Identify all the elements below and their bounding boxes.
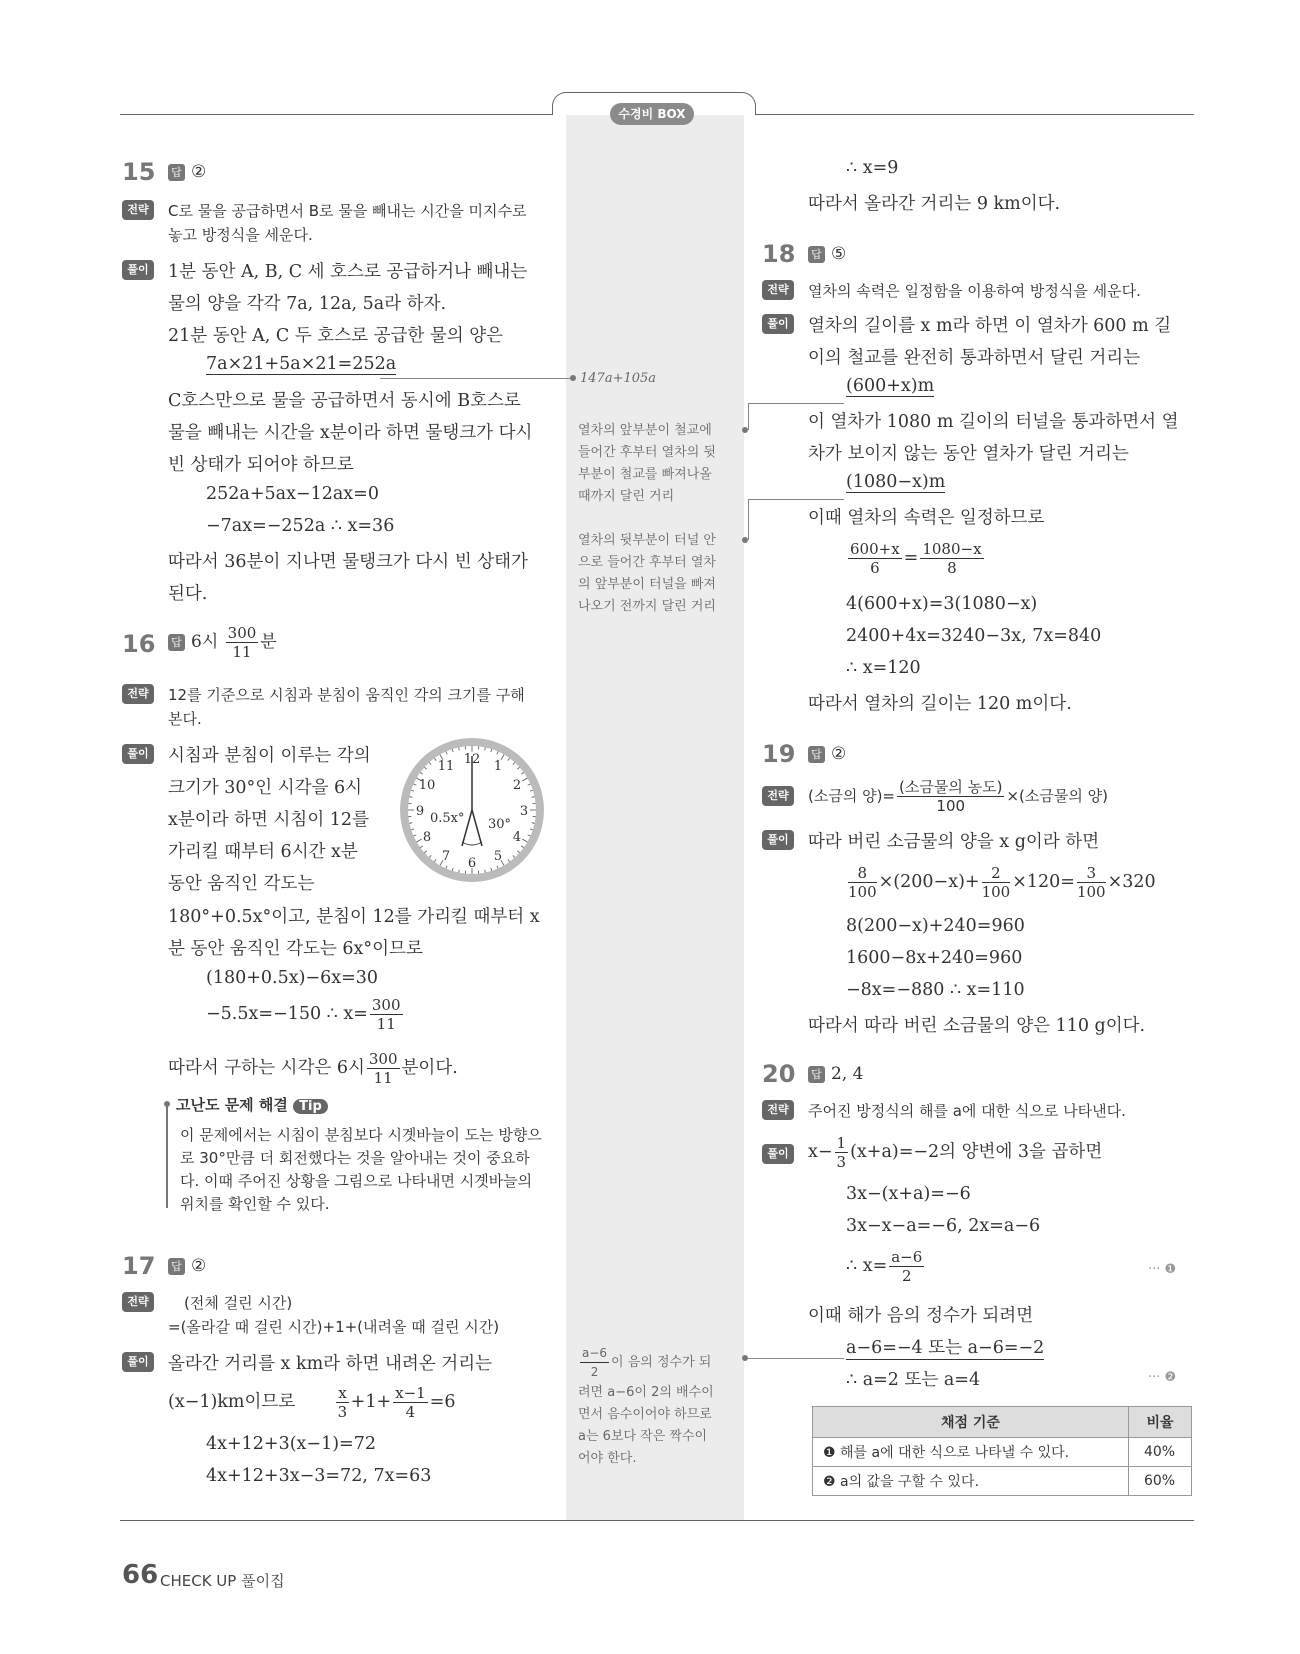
solution-conclusion: 따라서 구하는 시각은 6시 $\frac{300}{11}$ 분이다. xyxy=(168,1050,458,1087)
strategy-badge: 전략 xyxy=(762,786,794,806)
problem-number: 17 xyxy=(122,1252,156,1280)
answer-icon: 답 xyxy=(168,1258,185,1275)
clock-numeral: 3 xyxy=(519,804,529,819)
problem-number: 15 xyxy=(122,158,156,186)
solution-badge: 풀이 xyxy=(122,744,154,764)
solution-line: 이 열차가 1080 m 길이의 터널을 통과하면서 열 xyxy=(808,412,1179,432)
answer-icon: 답 xyxy=(168,634,185,651)
leader-line xyxy=(748,403,844,404)
table-header: 비율 xyxy=(1129,1407,1192,1438)
solution-equation: 1600−8x+240=960 xyxy=(846,948,1023,968)
solution-equation: −7ax=−252a ∴ x=36 xyxy=(206,516,395,536)
solution-badge: 풀이 xyxy=(122,1352,154,1372)
bottom-rule xyxy=(120,1520,1194,1521)
strategy-badge: 전략 xyxy=(122,1292,154,1312)
tip-text: 이 문제에서는 시침이 분침보다 시곗바늘이 도는 방향으 xyxy=(180,1126,542,1144)
tip-text: 로 30°만큼 더 회전했다는 것을 알아내는 것이 중요하 xyxy=(180,1149,530,1167)
solution-conclusion: 따라서 올라간 거리는 9 km이다. xyxy=(808,194,1061,214)
solution-equation: 8(200−x)+240=960 xyxy=(846,916,1025,936)
top-rule-right xyxy=(754,114,1194,115)
solution-equation: 4x+12+3x−3=72, 7x=63 xyxy=(206,1466,432,1486)
clock-numeral: 8 xyxy=(422,830,432,845)
side-note: 의 앞부분이 터널을 빠져 xyxy=(578,577,716,592)
answer: 답 2, 4 xyxy=(808,1064,863,1084)
strategy-text: 놓고 방정식을 세운다. xyxy=(168,226,313,244)
table-header: 채점 기준 xyxy=(813,1407,1129,1438)
strategy-badge: 전략 xyxy=(762,1100,794,1120)
answer: 답 ② xyxy=(168,1256,206,1276)
strategy-text: =(올라갈 때 걸린 시간)+1+(내려올 때 걸린 시간) xyxy=(168,1318,500,1336)
table-row: ❷ a의 값을 구할 수 있다. 60% xyxy=(813,1467,1192,1496)
solution-equation: 7a×21+5a×21=252a xyxy=(206,354,397,374)
clock-label: 30° xyxy=(488,817,512,832)
side-column xyxy=(566,112,744,1520)
answer: 답 ② xyxy=(808,744,846,764)
strategy-text: C로 물을 공급하면서 B로 물을 빼내는 시간을 미지수로 xyxy=(168,202,527,220)
side-note: 때까지 달린 거리 xyxy=(578,489,675,504)
solution-line: 180°+0.5x°이고, 분침이 12를 가리킬 때부터 x xyxy=(168,907,540,927)
table-row: ❶ 해를 a에 대한 식으로 나타낼 수 있다. 40% xyxy=(813,1438,1192,1467)
clock-numeral: 12 xyxy=(463,752,481,767)
strategy-text: (전체 걸린 시간) xyxy=(184,1294,293,1312)
side-note: 나오기 전까지 달린 거리 xyxy=(578,599,716,614)
clock-numeral: 6 xyxy=(467,856,477,871)
strategy-text: (소금의 양)= $\frac{\text{(소금물의 농도)}}{100}$ ×(소금물의 양) xyxy=(808,778,1108,815)
tip-title: 고난도 문제 해결 Tip xyxy=(176,1094,328,1115)
leader-line xyxy=(748,499,844,500)
solution-equation: 3x−(x+a)=−6 xyxy=(846,1184,971,1204)
solution-equation: x− $\frac{1}{3}$ (x+a)=−2의 양변에 3을 곱하면 xyxy=(808,1134,1103,1171)
solution-equation: (600+x)m xyxy=(846,376,935,396)
side-note: 147a+105a xyxy=(580,371,657,386)
tip-bracket xyxy=(166,1104,168,1208)
problem-number: 19 xyxy=(762,740,796,768)
clock-numeral: 4 xyxy=(512,830,522,845)
solution-line: 가리킬 때부터 6시간 x분 xyxy=(168,842,358,862)
tip-text: 다. 이때 주어진 상황을 그림으로 나타내면 시곗바늘의 xyxy=(180,1172,533,1190)
solution-line: C호스만으로 물을 공급하면서 동시에 B호스로 xyxy=(168,391,521,411)
side-note: 열차의 앞부분이 철교에 xyxy=(578,423,712,438)
solution-equation: (180+0.5x)−6x=30 xyxy=(206,968,379,988)
side-note: 면서 음수이어야 하므로 xyxy=(578,1407,712,1422)
solution-line: 올라간 거리를 x km라 하면 내려온 거리는 xyxy=(168,1354,493,1374)
strategy-text: 열차의 속력은 일정함을 이용하여 방정식을 세운다. xyxy=(808,282,1141,300)
strategy-text: 12를 기준으로 시침과 분침이 움직인 각의 크기를 구해 xyxy=(168,686,525,704)
solution-equation: $\frac{600+x}{6}$ = $\frac{1080-x}{8}$ xyxy=(850,540,982,577)
solution-line: 따라 버린 소금물의 양을 x g이라 하면 xyxy=(808,832,1100,852)
grading-table xyxy=(812,1406,1192,1496)
solution-equation: a−6=−4 또는 a−6=−2 xyxy=(846,1334,1044,1360)
solution-line: 된다. xyxy=(168,584,208,604)
solution-equation: 4x+12+3(x−1)=72 xyxy=(206,1434,376,1454)
solution-line: 이의 철교를 완전히 통과하면서 달린 거리는 xyxy=(808,348,1141,368)
solution-equation: ∴ a=2 또는 a=4 xyxy=(846,1370,981,1390)
solution-equation: 4(600+x)=3(1080−x) xyxy=(846,594,1038,614)
answer: 답 ⑤ xyxy=(808,244,846,264)
solution-line: 이때 해가 음의 정수가 되려면 xyxy=(808,1306,1034,1326)
answer: 답 6시 $\frac{300}{11}$ 분 xyxy=(168,624,277,661)
solution-line: x분이라 하면 시침이 12를 xyxy=(168,810,369,830)
solution-line: 빈 상태가 되어야 하므로 xyxy=(168,455,354,475)
leader-dot xyxy=(570,375,576,381)
problem-number: 18 xyxy=(762,240,796,268)
book-title: CHECK UP 풀이집 xyxy=(160,1572,285,1590)
solution-line: 21분 동안 A, C 두 호스로 공급한 물의 양은 xyxy=(168,326,504,346)
problem-number: 20 xyxy=(762,1060,796,1088)
leader-line xyxy=(748,1358,844,1359)
strategy-text: 주어진 방정식의 해를 a에 대한 식으로 나타낸다. xyxy=(808,1102,1126,1120)
leader-line xyxy=(748,403,749,430)
side-note: 으로 들어간 후부터 열차 xyxy=(578,555,716,570)
strategy-badge: 전략 xyxy=(122,684,154,704)
solution-equation: 3x−x−a=−6, 2x=a−6 xyxy=(846,1216,1041,1236)
strategy-badge: 전략 xyxy=(122,200,154,220)
solution-equation: (1080−x)m xyxy=(846,472,946,492)
answer-icon: 답 xyxy=(168,164,185,181)
solution-line: 크기가 30°인 시각을 6시 xyxy=(168,778,363,798)
solution-equation: (x−1)km이므로 $\frac{x}{3}$ +1+ $\frac{x-1}{4}$ =6 xyxy=(168,1384,456,1421)
clock-numeral: 1 xyxy=(493,758,503,774)
solution-conclusion: 따라서 따라 버린 소금물의 양은 110 g이다. xyxy=(808,1016,1146,1036)
clock-label: 0.5x° xyxy=(430,811,465,826)
solution-badge: 풀이 xyxy=(762,830,794,850)
solution-equation: −5.5x=−150 ∴ x= $\frac{300}{11}$ xyxy=(206,996,401,1033)
side-note: 려면 a−6이 2의 배수이 xyxy=(578,1385,714,1400)
clock-numeral: 2 xyxy=(512,778,522,793)
side-note: 들어간 후부터 열차의 뒷 xyxy=(578,445,716,460)
solution-line: 시침과 분침이 이루는 각의 xyxy=(168,746,371,766)
tip-dot xyxy=(164,1101,170,1107)
solution-equation: 2400+4x=3240−3x, 7x=840 xyxy=(846,626,1102,646)
answer-icon: 답 xyxy=(808,746,825,763)
problem-number: 16 xyxy=(122,630,156,658)
side-note: 열차의 뒷부분이 터널 안 xyxy=(578,533,716,548)
solution-line: 물을 빼내는 시간을 x분이라 하면 물탱크가 다시 xyxy=(168,423,533,443)
strategy-badge: 전략 xyxy=(762,280,794,300)
solution-equation: $\frac{8}{100}$ ×(200−x)+ $\frac{2}{100}$ ×120= $\frac{3}{100}$ ×320 xyxy=(848,864,1156,901)
solution-line: 열차의 길이를 x m라 하면 이 열차가 600 m 길 xyxy=(808,316,1172,336)
answer-icon: 답 xyxy=(808,1066,825,1083)
clock-numeral: 11 xyxy=(437,758,455,774)
tip-text: 위치를 확인할 수 있다. xyxy=(180,1195,330,1213)
side-note: $\frac{a-6}{2}$ 이 음의 정수가 되 xyxy=(582,1346,712,1379)
top-rule-left xyxy=(120,114,552,115)
solution-line: 따라서 36분이 지나면 물탱크가 다시 빈 상태가 xyxy=(168,552,528,572)
side-note: 어야 한다. xyxy=(578,1451,637,1466)
solution-equation: ∴ x=120 xyxy=(846,658,921,678)
solution-badge: 풀이 xyxy=(762,314,794,334)
clock-figure xyxy=(396,734,548,886)
answer: 답 ② xyxy=(168,162,206,182)
solution-line: 이때 열차의 속력은 일정하므로 xyxy=(808,508,1045,528)
leader-line xyxy=(748,499,749,540)
solution-line: 물의 양을 각각 7a, 12a, 5a라 하자. xyxy=(168,294,447,314)
solution-badge: 풀이 xyxy=(122,260,154,280)
solution-equation: 252a+5ax−12ax=0 xyxy=(206,484,379,504)
side-note: 부분이 철교를 빠져나올 xyxy=(578,467,712,482)
solution-conclusion: 따라서 열차의 길이는 120 m이다. xyxy=(808,694,1072,714)
solution-equation: ∴ x=9 xyxy=(846,158,899,178)
side-note: a는 6보다 작은 짝수이 xyxy=(578,1429,708,1444)
box-label: 수경비 BOX xyxy=(610,103,694,125)
answer-icon: 답 xyxy=(808,246,825,263)
solution-line: 차가 보이지 않는 동안 열차가 달린 거리는 xyxy=(808,444,1129,464)
solution-line: 동안 움직인 각도는 xyxy=(168,874,315,894)
clock-numeral: 5 xyxy=(493,849,503,865)
clock-numeral: 9 xyxy=(415,804,425,819)
strategy-text: 본다. xyxy=(168,710,202,728)
solution-line: 분 동안 움직인 각도는 6x°이므로 xyxy=(168,939,423,959)
page-number: 66 xyxy=(122,1560,159,1590)
leader-line xyxy=(380,378,572,379)
step-marker: ··· ❷ xyxy=(1148,1370,1177,1385)
solution-equation: −8x=−880 ∴ x=110 xyxy=(846,980,1025,1000)
tip-badge: Tip xyxy=(293,1099,328,1114)
clock-numeral: 7 xyxy=(441,849,451,865)
solution-equation: ∴ x= $\frac{a-6}{2}$ xyxy=(846,1248,923,1285)
solution-line: 1분 동안 A, B, C 세 호스로 공급하거나 빼내는 xyxy=(168,262,528,282)
step-marker: ··· ❶ xyxy=(1148,1262,1177,1277)
solution-badge: 풀이 xyxy=(762,1144,794,1164)
clock-numeral: 10 xyxy=(418,778,436,793)
